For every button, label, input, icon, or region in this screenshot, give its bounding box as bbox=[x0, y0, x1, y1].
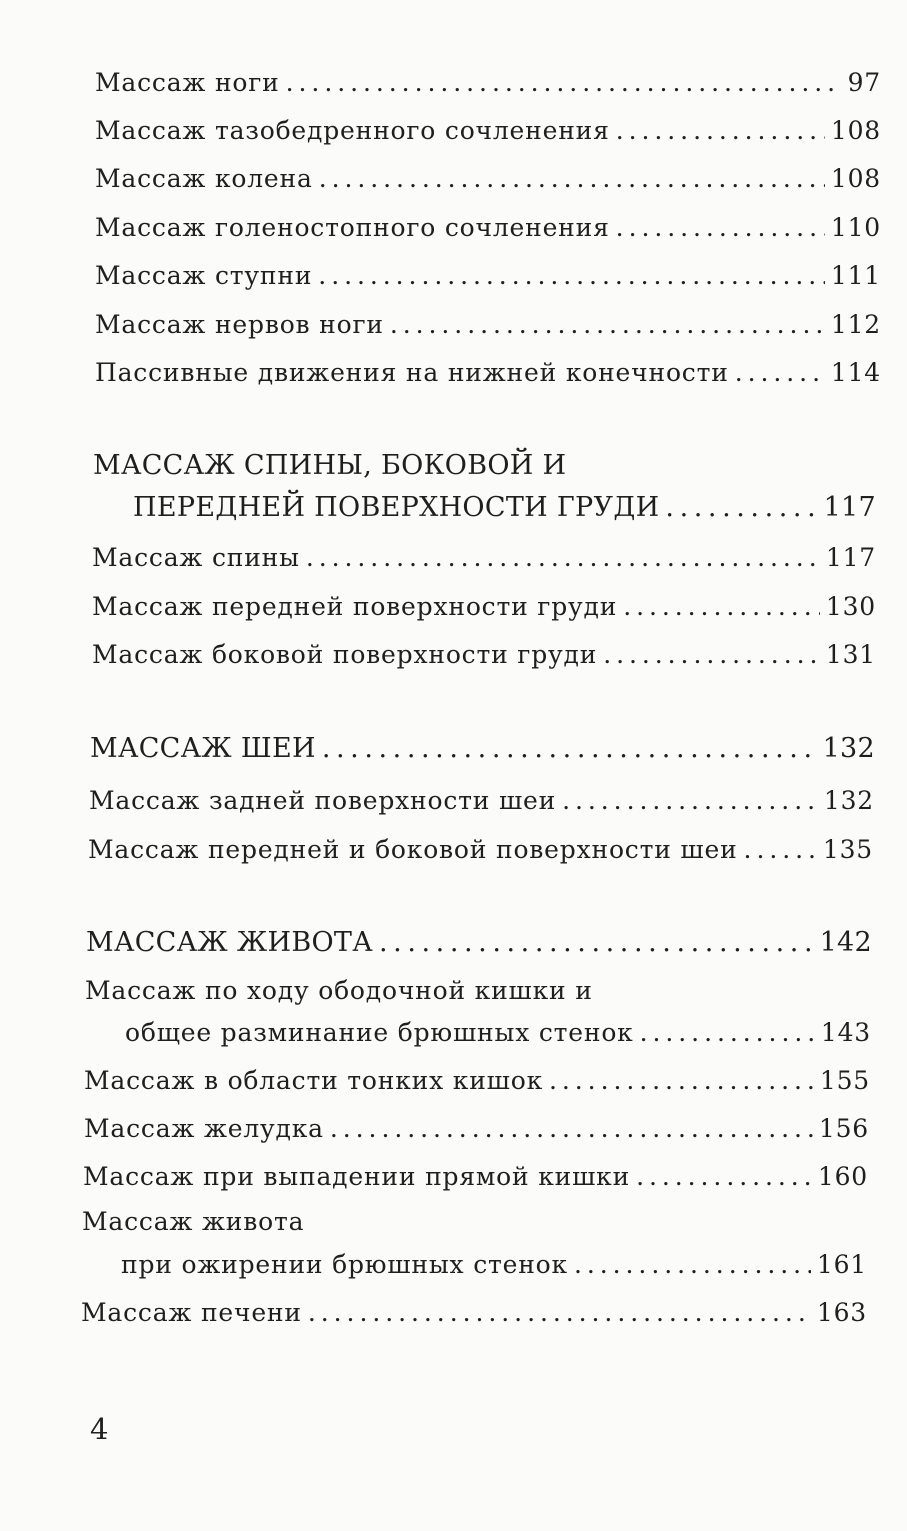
toc-entry[interactable] bbox=[95, 310, 881, 339]
section-heading-page: 142 bbox=[819, 927, 872, 958]
toc-entry[interactable] bbox=[92, 592, 876, 621]
toc-entry-title: Массаж печени bbox=[81, 1298, 302, 1327]
toc-entry-title: Массаж при выпадении прямой кишки bbox=[83, 1162, 631, 1191]
toc-entry-page: 108 bbox=[830, 164, 881, 193]
toc-entry-title: Массаж боковой поверхности груди bbox=[92, 640, 598, 669]
section-heading[interactable] bbox=[86, 927, 872, 958]
section-heading-page: 132 bbox=[822, 733, 875, 764]
toc-entry[interactable] bbox=[84, 1114, 869, 1143]
toc-entry-page: 130 bbox=[825, 592, 876, 621]
toc-entry-page: 117 bbox=[825, 543, 876, 572]
leader-dots bbox=[665, 492, 817, 523]
toc-entry-title: Массаж колена bbox=[95, 164, 313, 193]
section-heading-title: ПЕРЕДНЕЙ ПОВЕРХНОСТИ ГРУДИ bbox=[133, 492, 660, 523]
toc-entry-title: Массаж голеностопного сочленения bbox=[95, 213, 610, 242]
toc-entry[interactable] bbox=[92, 543, 876, 572]
toc-entry[interactable] bbox=[95, 68, 881, 97]
toc-entry[interactable] bbox=[95, 164, 881, 193]
toc-entry[interactable] bbox=[125, 1018, 871, 1047]
toc-entry-title: Массаж ноги bbox=[95, 68, 280, 97]
leader-dots bbox=[603, 640, 820, 669]
toc-entry-title: Массаж желудка bbox=[84, 1114, 324, 1143]
leader-dots bbox=[616, 213, 825, 242]
leader-dots bbox=[562, 786, 818, 815]
toc-entry-title: при ожирении брюшных стенок bbox=[121, 1250, 568, 1279]
toc-entry-title: Пассивные движения на нижней конечности bbox=[95, 358, 729, 387]
leader-dots bbox=[549, 1066, 814, 1095]
leader-dots bbox=[640, 1018, 815, 1047]
toc-entry-page: 160 bbox=[817, 1162, 868, 1191]
toc-entry-page: 163 bbox=[816, 1298, 867, 1327]
toc-entry-page: 114 bbox=[830, 358, 881, 387]
toc-entry[interactable] bbox=[83, 1162, 868, 1191]
toc-entry[interactable] bbox=[89, 786, 874, 815]
section-heading-page: 117 bbox=[823, 492, 876, 523]
section-heading[interactable] bbox=[90, 733, 875, 764]
leader-dots bbox=[319, 164, 825, 193]
toc-entry-page: 108 bbox=[830, 116, 881, 145]
toc-entry[interactable] bbox=[81, 1298, 867, 1327]
toc-entry-page: 132 bbox=[823, 786, 874, 815]
leader-dots bbox=[308, 1298, 811, 1327]
toc-entry-page: 155 bbox=[819, 1066, 870, 1095]
toc-entry-title-line: Массаж живота bbox=[82, 1207, 305, 1236]
leader-dots bbox=[330, 1114, 813, 1143]
toc-entry-page: 131 bbox=[825, 640, 876, 669]
toc-entry-page: 156 bbox=[818, 1114, 869, 1143]
section-heading-title: МАССАЖ ШЕИ bbox=[90, 733, 316, 764]
toc-entry-title: Массаж ступни bbox=[95, 261, 313, 290]
leader-dots bbox=[636, 1162, 812, 1191]
leader-dots bbox=[286, 68, 842, 97]
toc-entry-page: 135 bbox=[822, 835, 873, 864]
section-heading-line: МАССАЖ СПИНЫ, БОКОВОЙ И bbox=[93, 450, 567, 481]
toc-entry-title-line: Массаж по ходу ободочной кишки и bbox=[85, 976, 593, 1005]
toc-entry-page: 161 bbox=[816, 1250, 867, 1279]
leader-dots bbox=[616, 116, 825, 145]
toc-entry-title: Массаж тазобедренного сочленения bbox=[95, 116, 610, 145]
toc-entry-title: Массаж нервов ноги bbox=[95, 310, 384, 339]
toc-entry-page: 110 bbox=[830, 213, 881, 242]
toc-entry[interactable] bbox=[121, 1250, 867, 1279]
toc-entry-page: 143 bbox=[820, 1018, 871, 1047]
toc-entry[interactable] bbox=[95, 261, 881, 290]
toc-entry-title: Массаж передней и боковой поверхности шеи bbox=[88, 835, 738, 864]
toc-entry[interactable] bbox=[95, 116, 881, 145]
section-heading[interactable] bbox=[133, 492, 876, 523]
page-number: 4 bbox=[90, 1412, 109, 1446]
toc-entry-title: Массаж задней поверхности шеи bbox=[89, 786, 557, 815]
leader-dots bbox=[306, 543, 820, 572]
toc-entry-page: 111 bbox=[830, 261, 881, 290]
toc-entry[interactable] bbox=[95, 213, 881, 242]
leader-dots bbox=[379, 927, 814, 958]
toc-entry[interactable] bbox=[92, 640, 876, 669]
toc-entry-title: Массаж в области тонких кишок bbox=[84, 1066, 543, 1095]
toc-entry[interactable] bbox=[84, 1066, 870, 1095]
leader-dots bbox=[735, 358, 825, 387]
toc-entry-title: общее разминание брюшных стенок bbox=[125, 1018, 634, 1047]
leader-dots bbox=[318, 261, 825, 290]
leader-dots bbox=[322, 733, 817, 764]
leader-dots bbox=[390, 310, 825, 339]
toc-entry-page: 112 bbox=[830, 310, 881, 339]
toc-entry-page: 97 bbox=[847, 68, 881, 97]
toc-entry[interactable] bbox=[88, 835, 873, 864]
toc-entry[interactable] bbox=[95, 358, 881, 387]
leader-dots bbox=[574, 1250, 811, 1279]
toc-entry-title: Массаж спины bbox=[92, 543, 300, 572]
leader-dots bbox=[744, 835, 817, 864]
toc-entry-title: Массаж передней поверхности груди bbox=[92, 592, 618, 621]
leader-dots bbox=[623, 592, 820, 621]
section-heading-title: МАССАЖ ЖИВОТА bbox=[86, 927, 373, 958]
